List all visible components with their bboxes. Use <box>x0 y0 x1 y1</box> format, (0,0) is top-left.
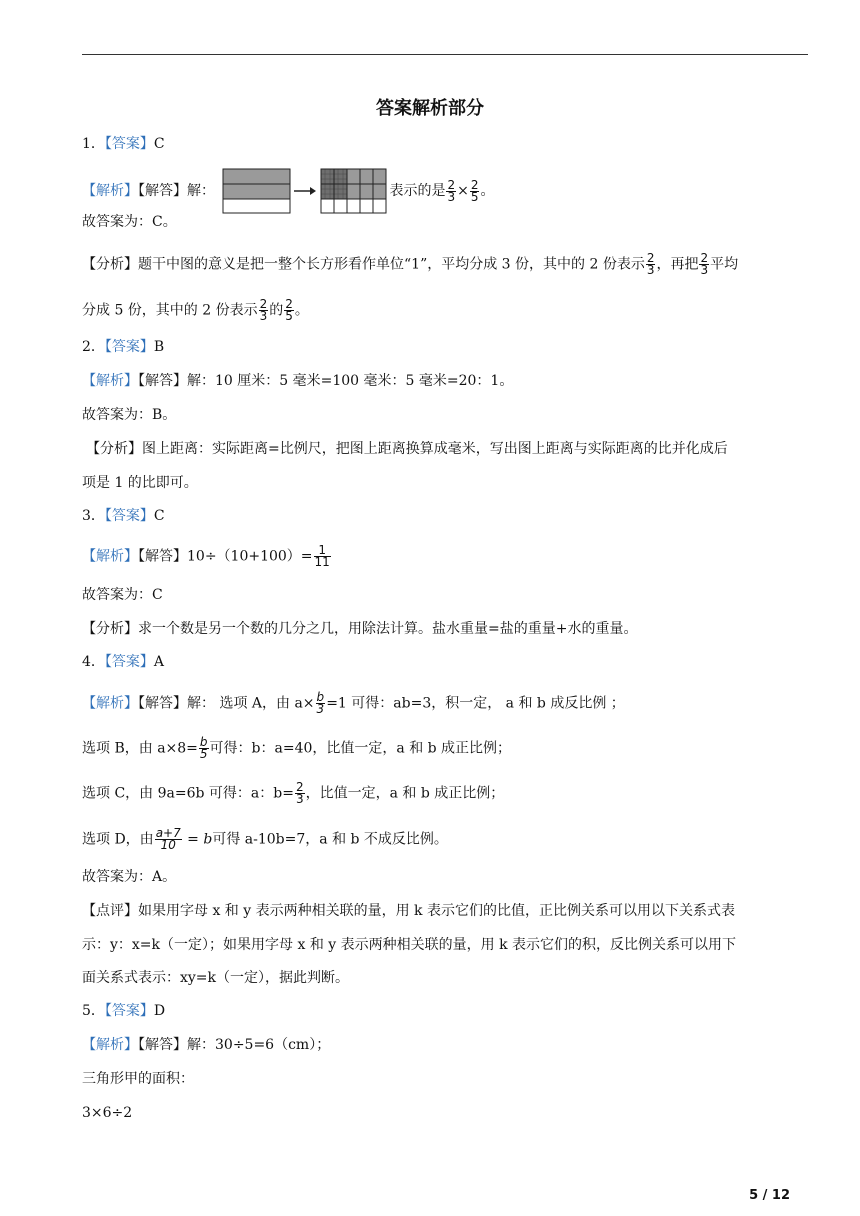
q2-answer-line <box>82 337 164 357</box>
q4-opt-b1: 选项 B，由 a×8= <box>82 740 198 757</box>
q4-answer-line <box>82 652 164 672</box>
q1-answer-line <box>82 134 165 154</box>
q4-conclusion: 故答案为：A。 <box>82 869 177 885</box>
q4-number: 4． <box>82 654 105 670</box>
q1-answer-tag: 【答案】 <box>104 136 154 152</box>
fraction-diagram <box>221 168 387 214</box>
q3-conclusion: 故答案为：C <box>82 587 163 603</box>
q1-analysis-text2c: 。 <box>294 302 309 319</box>
q5-answer-line <box>82 1001 165 1021</box>
q1-end: 。 <box>480 183 495 199</box>
q3-jiexi-tag: 【解析】 <box>82 548 138 565</box>
q1-analysis-frac1: $\frac{2}{3}$ <box>646 251 655 277</box>
q3-answer-line <box>82 506 165 526</box>
q1-analysis-text-b: ，再把 <box>656 256 699 273</box>
q1-jiexi-tag: 【解析】 <box>82 183 138 199</box>
diagram-left-rect <box>223 169 290 213</box>
q1-solution-line <box>82 168 494 214</box>
q3-answer: C <box>153 508 165 524</box>
q3-frac: $\frac{1}{11}$ <box>314 543 330 569</box>
q4-comment-tag: 【点评】 <box>82 903 138 919</box>
q1-analysis-text-c: 平均 <box>710 256 739 273</box>
q4-option-b <box>82 737 511 760</box>
q4-frac-d: $\frac{a+7}{10}$ <box>155 826 181 852</box>
q4-comment-line2: 示：y：x=k（一定）；如果用字母 x 和 y 表示两种相关联的量，用 k 表示它们的积，反比例关系可以用下 <box>82 937 737 953</box>
q2-analysis-text: 图上距离：实际距离=比例尺，把图上距离换算成毫米，写出图上距离与实际距离的比并化成后 <box>142 441 728 457</box>
q1-jieda: 【解答】解： <box>138 183 215 199</box>
q4-option-c <box>82 782 504 805</box>
q1-analysis-text: 题干中图的意义是把一整个长方形看作单位“1”，平均分成 3 份，其中的 2 份表示 <box>138 256 645 273</box>
q1-after-diagram: 表示的是 <box>389 183 446 199</box>
q2-analysis-line1 <box>86 439 728 459</box>
q3-analysis-text: 求一个数是另一个数的几分之几，用除法计算。盐水重量=盐的重量+水的重量。 <box>138 621 638 637</box>
page-number: 5 / 12 <box>749 1188 790 1203</box>
q2-answer: B <box>153 339 165 355</box>
q4-opt-b2: 可得：b：a=40，比值一定，a 和 b 成正比例； <box>209 740 512 757</box>
q1-conclusion: 故答案为：C。 <box>82 214 177 230</box>
q4-frac-b: $\frac{b}{5}$ <box>199 735 208 761</box>
q5-line3: 3×6÷2 <box>82 1105 133 1121</box>
q1-analysis-tag: 【分析】 <box>82 256 138 273</box>
q1-analysis-frac3: $\frac{2}{3}$ <box>259 297 268 323</box>
q1-analysis-frac4: $\frac{2}{5}$ <box>285 297 293 323</box>
q4-comment-line3: 面关系式表示：xy=k（一定），据此判断。 <box>82 970 350 986</box>
q1-analysis-text2: 分成 5 份，其中的 2 份表示 <box>82 302 258 319</box>
q4-jieda-a2: =1 可得：ab=3，积一定， a 和 b 成反比例 ； <box>326 695 625 712</box>
q2-analysis-line2: 项是 1 的比即可。 <box>82 475 198 491</box>
q3-analysis-line <box>82 619 637 639</box>
q3-jieda: 【解答】10÷（10+100）= <box>138 548 313 565</box>
q4-jieda-a1: 【解答】解： 选项 A，由 a× <box>138 695 315 712</box>
q4-opt-c2: ，比值一定，a 和 b 成正比例； <box>305 785 505 802</box>
q4-comment-text1: 如果用字母 x 和 y 表示两种相关联的量，用 k 表示它们的比值，正比例关系可以用以下关系式表 <box>138 903 735 919</box>
q3-number: 3． <box>82 508 105 524</box>
q1-frac-b: $\frac{2}{5}$ <box>470 177 479 204</box>
q1-answer: C <box>153 136 165 152</box>
q4-answer-tag: 【答案】 <box>104 654 154 670</box>
q1-analysis-text2b: 的 <box>269 302 284 319</box>
q4-jiexi-tag: 【解析】 <box>82 695 138 712</box>
q4-comment-line1 <box>82 901 735 921</box>
q5-answer-tag: 【答案】 <box>104 1003 154 1019</box>
q4-opt-d-eq: = b <box>182 831 213 848</box>
q3-solution-line <box>82 545 332 568</box>
q2-jiexi-tag: 【解析】 <box>82 373 138 389</box>
q1-times: × <box>457 183 469 199</box>
q4-opt-c1: 选项 C，由 9a=6b 可得：a：b= <box>82 785 294 802</box>
q4-frac-c: $\frac{2}{3}$ <box>295 780 304 806</box>
q4-frac-a: $\frac{b}{3}$ <box>316 690 325 716</box>
q4-option-d <box>82 828 448 851</box>
q5-number: 5． <box>82 1003 105 1019</box>
q2-solution-line <box>82 371 513 391</box>
q4-opt-d1: 选项 D，由 <box>82 831 154 848</box>
q1-analysis-line2 <box>82 299 309 322</box>
q4-opt-d2: 可得 a-10b=7，a 和 b 不成反比例。 <box>212 831 448 848</box>
page-title: 答案解析部分 <box>376 98 484 119</box>
q1-analysis-frac2: $\frac{2}{3}$ <box>700 251 709 277</box>
q2-conclusion: 故答案为：B。 <box>82 407 177 423</box>
q2-analysis-tag: 【分析】 <box>86 441 142 457</box>
header-rule <box>82 54 808 55</box>
q2-answer-tag: 【答案】 <box>104 339 154 355</box>
q5-answer: D <box>153 1003 166 1019</box>
q5-jieda: 【解答】解：30÷5=6（cm）； <box>138 1037 331 1053</box>
q1-number: 1． <box>82 136 105 152</box>
q5-solution-line <box>82 1035 330 1055</box>
q3-answer-tag: 【答案】 <box>104 508 154 524</box>
q1-frac-a: $\frac{2}{3}$ <box>447 177 456 204</box>
q4-answer: A <box>153 654 165 670</box>
q2-jieda: 【解答】解：10 厘米：5 毫米=100 毫米：5 毫米=20：1。 <box>138 373 514 389</box>
q3-analysis-tag: 【分析】 <box>82 621 138 637</box>
q1-analysis-line1 <box>82 253 738 276</box>
arrow-icon <box>294 187 316 195</box>
q2-number: 2． <box>82 339 105 355</box>
q5-jiexi-tag: 【解析】 <box>82 1037 138 1053</box>
q5-line2: 三角形甲的面积： <box>82 1071 194 1087</box>
q4-solution-line <box>82 692 625 715</box>
diagram-right-grid <box>321 169 386 213</box>
